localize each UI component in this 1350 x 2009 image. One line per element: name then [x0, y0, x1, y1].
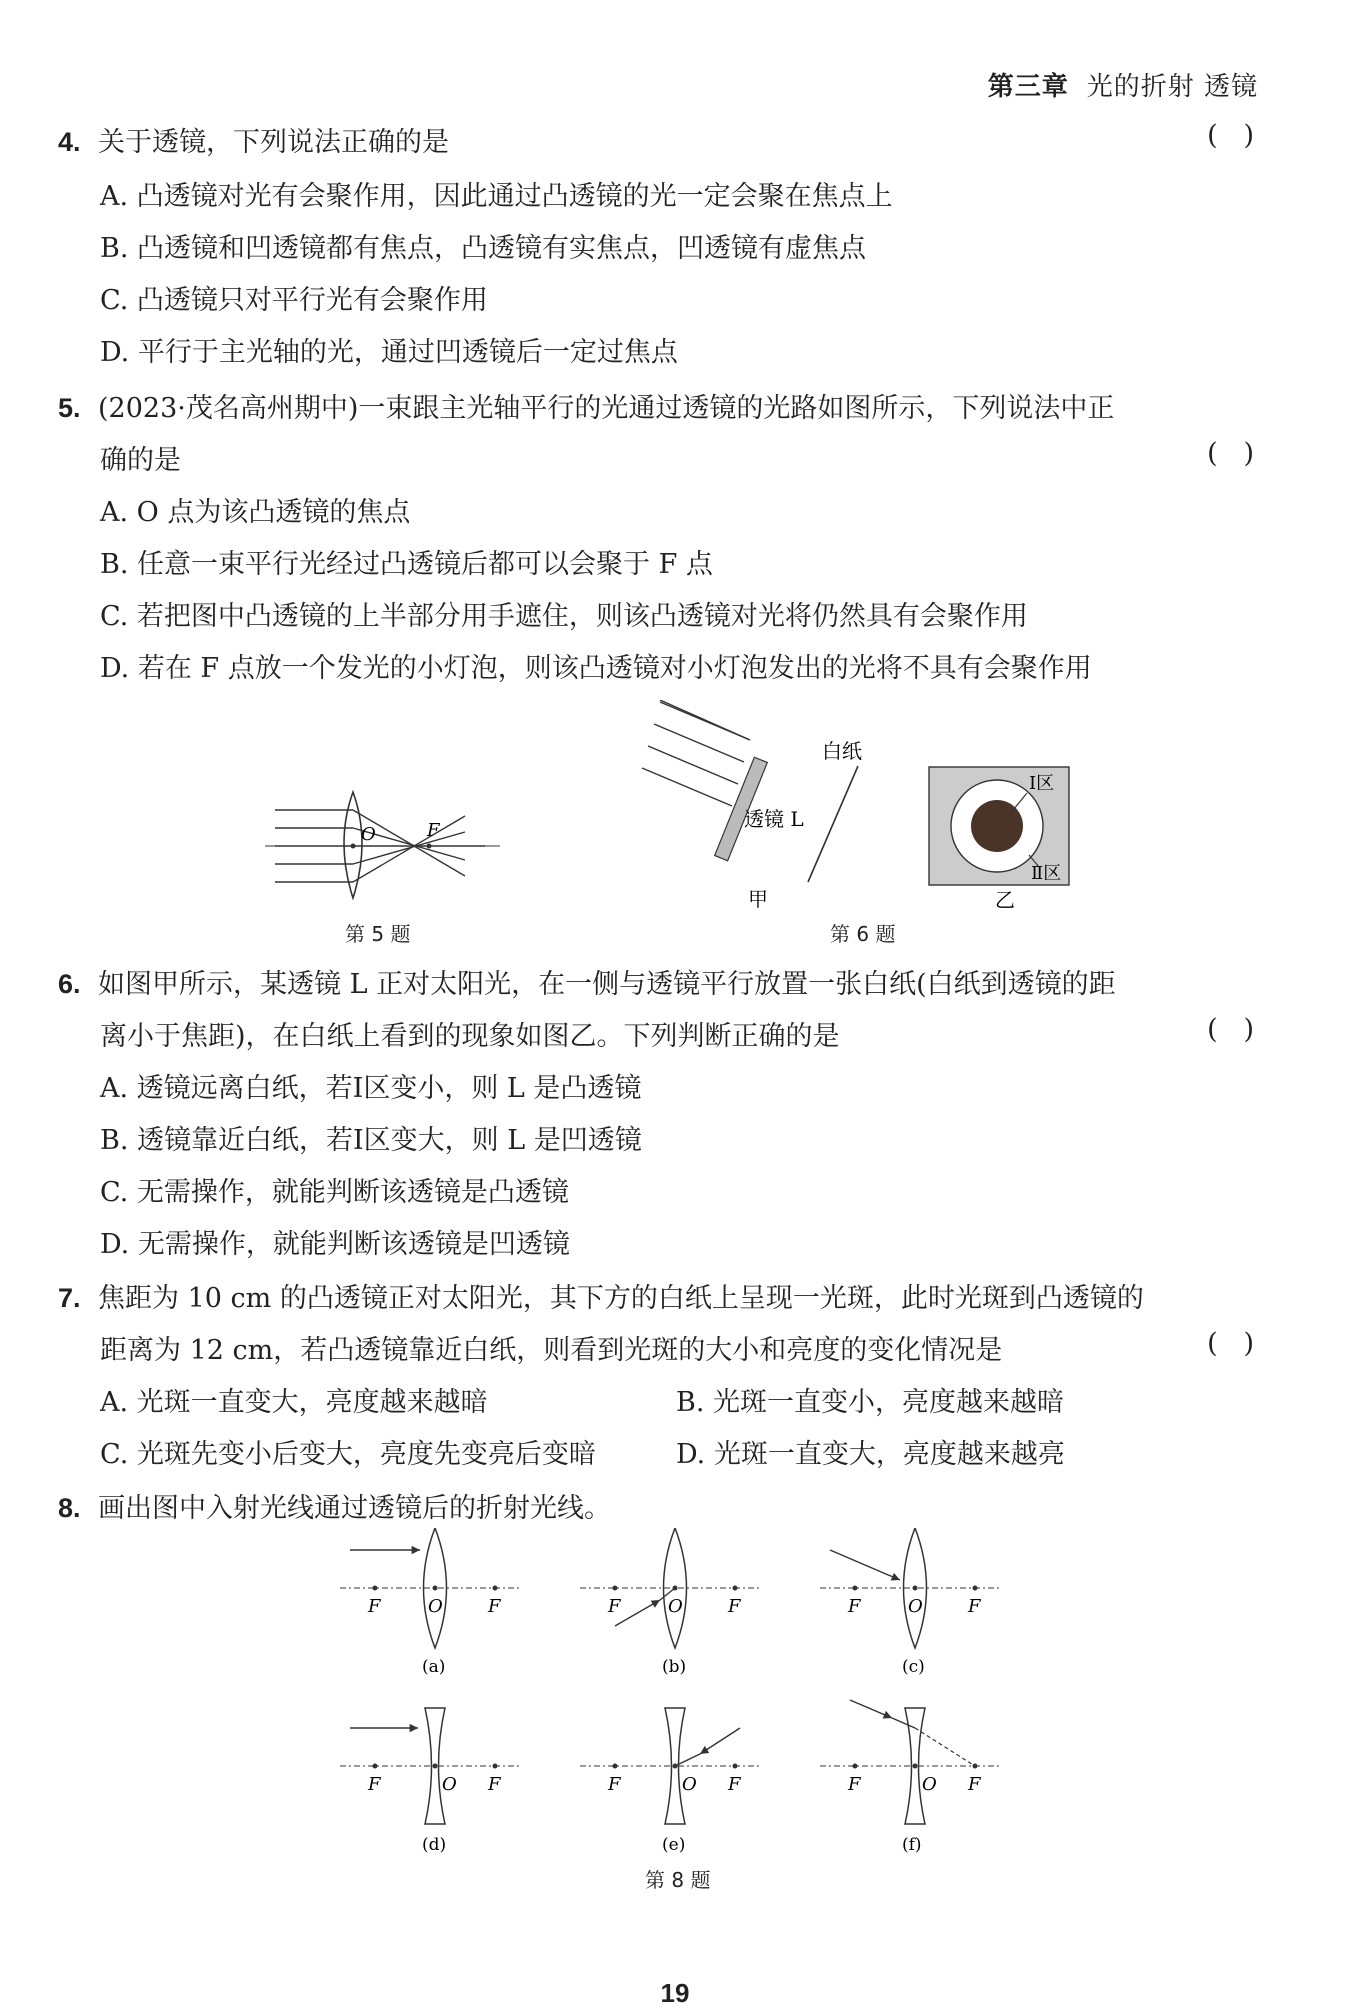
f-label: F: [848, 1774, 861, 1795]
yi-label: 乙: [995, 888, 1015, 912]
o-label: O: [668, 1596, 683, 1617]
question-stem: 如图甲所示，某透镜 L 正对太阳光，在一侧与透镜平行放置一张白纸(白纸到透镜的距: [98, 969, 1116, 1000]
f-label: F: [608, 1774, 621, 1795]
f-label: F: [488, 1774, 501, 1795]
option-d: D. 平行于主光轴的光，通过凹透镜后一定过焦点: [100, 337, 678, 368]
option-d: D. 光斑一直变大，亮度越来越亮: [676, 1439, 1065, 1470]
option-c: C. 若把图中凸透镜的上半部分用手遮住，则该凸透镜对光将仍然具有会聚作用: [100, 601, 1028, 632]
answer-blank: ( ): [1207, 1014, 1254, 1045]
figure-6-yi: [925, 765, 1085, 915]
question-stem: 画出图中入射光线通过透镜后的折射光线。: [98, 1493, 611, 1524]
option-d: D. 若在 F 点放一个发光的小灯泡，则该凸透镜对小灯泡发出的光将不具有会聚作用: [100, 653, 1092, 684]
o-label: O: [682, 1774, 697, 1795]
chapter-number: 第三章: [987, 72, 1069, 102]
option-b: B. 任意一束平行光经过凸透镜后都可以会聚于 F 点: [100, 549, 713, 580]
label-c: (c): [902, 1657, 925, 1677]
option-b: B. 透镜靠近白纸，若Ⅰ区变大，则 L 是凹透镜: [100, 1125, 642, 1156]
paper-label: 白纸: [822, 739, 862, 763]
figure-8-caption: 第 8 题: [645, 1868, 711, 1892]
question-stem-cont: 距离为 12 cm，若凸透镜靠近白纸，则看到光斑的大小和亮度的变化情况是: [100, 1335, 1003, 1366]
option-a: A. 透镜远离白纸，若Ⅰ区变小，则 L 是凸透镜: [100, 1073, 642, 1104]
o-label: O: [428, 1596, 443, 1617]
question-stem: 关于透镜，下列说法正确的是: [98, 127, 449, 158]
page-number: 19: [660, 1978, 690, 2008]
question-number: 7.: [58, 1283, 81, 1313]
question-stem: 焦距为 10 cm 的凸透镜正对太阳光，其下方的白纸上呈现一光斑，此时光斑到凸透镜的: [98, 1283, 1144, 1314]
figure-6-jia: [640, 700, 880, 910]
label-f: (f): [902, 1835, 922, 1855]
question-stem-cont: 离小于焦距)，在白纸上看到的现象如图乙。下列判断正确的是: [100, 1021, 840, 1052]
point-f-label: F: [427, 820, 440, 841]
question-stem: (2023·茂名高州期中)一束跟主光轴平行的光通过透镜的光路如图所示，下列说法中正: [98, 393, 1115, 424]
o-label: O: [908, 1596, 923, 1617]
label-d: (d): [422, 1835, 447, 1855]
f-label: F: [728, 1596, 741, 1617]
f-label: F: [968, 1774, 981, 1795]
figure-8-lens-diagrams: [330, 1528, 1030, 1868]
option-c: C. 凸透镜只对平行光有会聚作用: [100, 285, 488, 316]
o-label: O: [442, 1774, 457, 1795]
label-b: (b): [662, 1657, 687, 1677]
f-label: F: [608, 1596, 621, 1617]
chapter-header: [988, 66, 1258, 103]
option-b: B. 凸透镜和凹透镜都有焦点，凸透镜有实焦点，凹透镜有虚焦点: [100, 233, 867, 264]
option-d: D. 无需操作，就能判断该透镜是凹透镜: [100, 1229, 570, 1260]
question-number: 6.: [58, 969, 81, 999]
answer-blank: ( ): [1207, 120, 1254, 151]
jia-label: 甲: [748, 887, 768, 910]
label-e: (e): [662, 1835, 686, 1855]
question-number: 5.: [58, 393, 81, 423]
option-c: C. 光斑先变小后变大，亮度先变亮后变暗: [100, 1439, 596, 1470]
label-a: (a): [422, 1657, 446, 1677]
zone-2-label: Ⅱ区: [1031, 863, 1062, 884]
figure-5-convex-lens: [265, 790, 505, 900]
question-stem-cont: 确的是: [100, 445, 181, 476]
option-a: A. 凸透镜对光有会聚作用，因此通过凸透镜的光一定会聚在焦点上: [100, 181, 893, 212]
o-label: O: [922, 1774, 937, 1795]
option-a: A. 光斑一直变大，亮度越来越暗: [100, 1387, 488, 1418]
question-number: 4.: [58, 127, 81, 157]
question-number: 8.: [58, 1493, 81, 1523]
white-paper: [808, 766, 858, 882]
lens-label: 透镜 L: [744, 807, 804, 831]
figure-6-caption: 第 6 题: [830, 922, 896, 946]
answer-blank: ( ): [1207, 1328, 1254, 1359]
f-label: F: [728, 1774, 741, 1795]
zone-1-label: Ⅰ区: [1029, 773, 1055, 794]
chapter-title: 光的折射 透镜: [1086, 72, 1258, 102]
figure-5-caption: 第 5 题: [345, 922, 411, 946]
option-b: B. 光斑一直变小，亮度越来越暗: [676, 1387, 1065, 1418]
option-c: C. 无需操作，就能判断该透镜是凸透镜: [100, 1177, 569, 1208]
f-label: F: [368, 1774, 381, 1795]
f-label: F: [368, 1596, 381, 1617]
f-label: F: [848, 1596, 861, 1617]
f-label: F: [488, 1596, 501, 1617]
answer-blank: ( ): [1207, 438, 1254, 469]
option-a: A. O 点为该凸透镜的焦点: [100, 497, 411, 528]
f-label: F: [968, 1596, 981, 1617]
point-o-label: O: [361, 824, 376, 845]
